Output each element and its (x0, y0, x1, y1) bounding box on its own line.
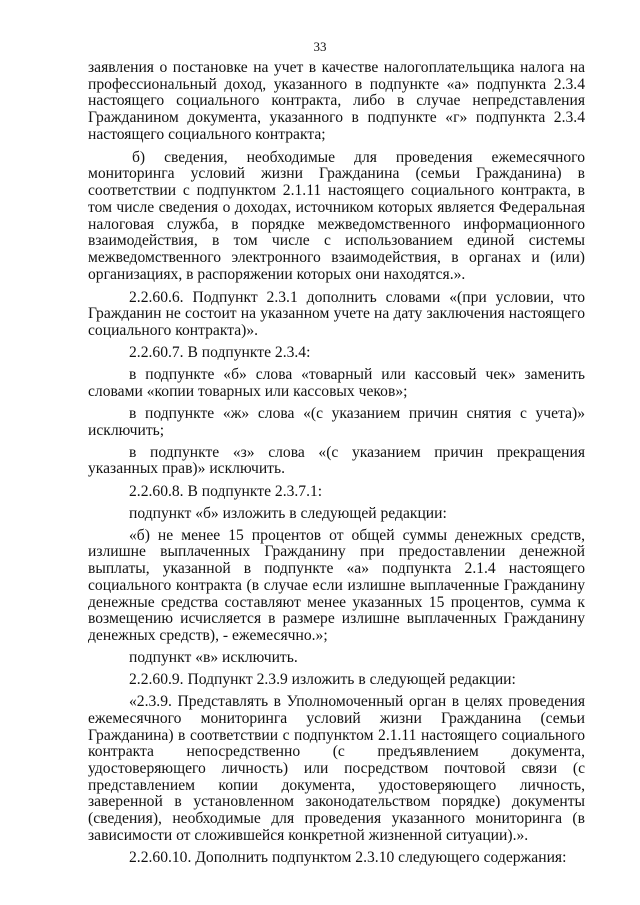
paragraph-2-2-60-9: 2.2.60.9. Подпункт 2.3.9 изложить в следующей редакции: (129, 671, 516, 689)
paragraph-2-2-60-10: 2.2.60.10. Дополнить подпунктом 2.3.10 следующего содержания: (129, 848, 567, 866)
paragraph-2-2-60-8: 2.2.60.8. В подпункте 2.3.7.1: (129, 482, 323, 500)
paragraph-quote-2-3-9: «2.3.9. Представлять в Уполномоченный орган в целях проведения ежемесячного мониторинга условий жизни Гражданина (семьи Гражданина) в соответствии с подпунктом 2.1.11 настоящего социального контракта непосредственно (с предъявлением документа, удостоверяющего личность) или посредством почтовой связи (с представлением копии документа, удостоверяющего личность, заверенной в установленном законодательством порядке) документы (сведения), необходимые для проведения указанного мониторинга (в зависимости от сложившейся конкретной жизненной ситуации).». (88, 693, 585, 844)
paragraph-continuation: заявления о постановке на учет в качестве налогоплательщика налога на профессиональный доход, указанного в подпункте «а» подпункта 2.3.4 настоящего социального контракта, либо в случае непредставления Гражданином документа, указанного в подпункте «г» подпункта 2.3.4 настоящего социального контракта; (88, 59, 585, 143)
paragraph-2-2-60-7: 2.2.60.7. В подпункте 2.3.4: (129, 344, 311, 362)
document-body (88, 60, 585, 867)
page-number: 33 (313, 39, 327, 54)
paragraph-subitem-zh: в подпункте «ж» слова «(с указанием причин снятия с учета)» исключить; (88, 404, 585, 439)
paragraph-quote-b: «б) не менее 15 процентов от общей суммы денежных средств, излишне выплаченных Гражданину при предоставлении денежной выплаты, указанной в подпункте «а» подпункта 2.1.4 настоящего социального контракта (в случае если излишне выплаченные Гражданину денежные средства составляют менее указанных 15 процентов, сумма к возмещению исчисляется в размере излишне выплаченных Гражданину денежных средств), - ежемесячно.»; (88, 526, 585, 644)
paragraph-subitem-b: в подпункте «б» слова «товарный или кассовый чек» заменить словами «копии товарных или кассовых чеков»; (88, 366, 585, 400)
paragraph-subitem-b-edit: подпункт «б» изложить в следующей редакции: (129, 504, 447, 522)
paragraph-subitem-v: подпункт «в» исключить. (129, 649, 298, 666)
paragraph-2-2-60-6: 2.2.60.6. Подпункт 2.3.1 дополнить словами «(при условии, что Гражданин не состоит на указанном учете на дату заключения настоящего социального контракта)». (88, 288, 585, 339)
paragraph-item-b: б) сведения, необходимые для проведения ежемесячного мониторинга условий жизни Гражданина (семьи Гражданина) в соответствии с подпунктом 2.1.11 настоящего социального контракта, в том числе сведения о доходах, источником которых является Федеральная налоговая служба, в порядке межведомственного информационного взаимодействия, в том числе с использованием единой системы межведомственного электронного взаимодействия, в органах и (или) организациях, в распоряжении которых они находятся.». (88, 148, 585, 283)
paragraph-subitem-z: в подпункте «з» слова «(с указанием причин прекращения указанных прав)» исключить. (88, 443, 585, 478)
